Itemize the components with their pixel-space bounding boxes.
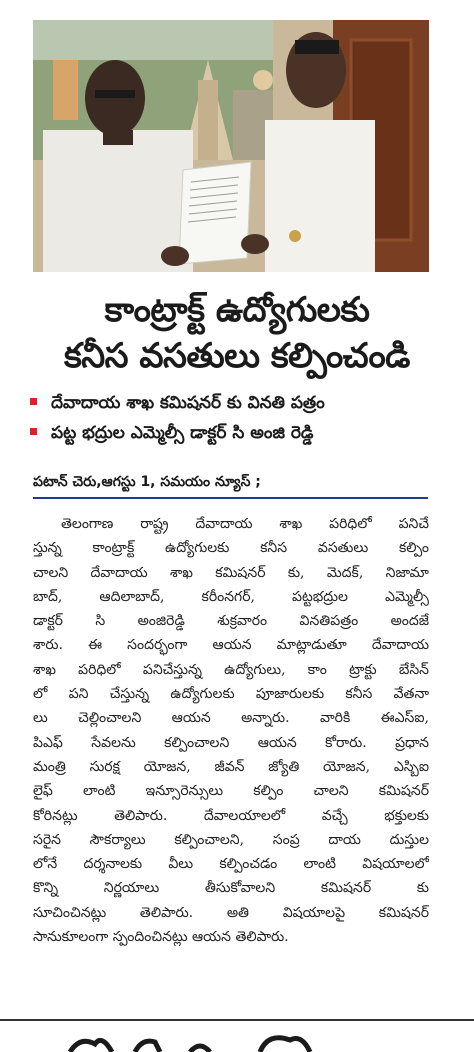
- bullet-square-icon: [30, 428, 37, 435]
- article-body: [33, 512, 429, 949]
- article-end-divider: [0, 1019, 474, 1021]
- body-line: సరైన సౌకర్యాలు కల్పించాలని, సంప్ర దాయ దుస్తుల: [33, 831, 429, 848]
- body-line: చాలని దేవాదాయ శాఖ కమిషనర్ కు, మెదక్, నిజామా: [33, 564, 429, 581]
- bullet-point: [30, 423, 314, 447]
- bullet-square-icon: [30, 398, 37, 405]
- body-line: లో పని చేస్తున్న ఉద్యోగులకు పూజారులకు కనీస వేతనా: [33, 686, 429, 703]
- body-line: బాద్, ఆదిలాబాద్, కరీంనగర్, పట్టభద్రుల ఎమ్మెల్సీ: [33, 588, 429, 605]
- body-line: శారు. ఈ సందర్భంగా ఆయన మాట్లాడుతూ దేవాదాయ: [33, 637, 429, 654]
- bullet-text: దేవాదాయ శాఖ కమిషనర్ కు వినతి పత్రం: [51, 393, 325, 413]
- body-line: మంత్రి సురక్ష యోజన, జీవన్ జ్యోతి యోజన, ఎస్బిఐ: [33, 758, 429, 775]
- body-line: పిఎఫ్ సేవలను కల్పించాలని ఆయన కోరారు. ప్రధాన: [33, 734, 429, 751]
- body-line: లైఫ్ లాంటి ఇన్సూరెన్సులు కల్పిం చాలని కమిషనర్: [33, 783, 429, 800]
- body-line: డాక్టర్ సి అంజిరెడ్డి శుక్రవారం వినతిపత్రం అందజే: [33, 613, 429, 630]
- next-article-headline-cutoff: [40, 1030, 340, 1052]
- body-line: సూచించినట్లు తెలిపారు. అతి విషయాలపై కమిషనర్: [33, 904, 429, 921]
- headline-line-1: కాంట్రాక్ట్ ఉద్యోగులకు: [104, 290, 370, 330]
- dateline: పటాన్ చెరు,ఆగస్టు 1, సమయం న్యూస్ ;: [33, 474, 261, 490]
- body-line: లు చెల్లించాలని ఆయన అన్నారు. వారికి ఈఎస్ఐ,: [33, 710, 429, 727]
- body-line: సానుకూలంగా స్పందించినట్లు ఆయన తెలిపారు.: [33, 929, 289, 946]
- body-line: లోనే దర్శనాలకు వీలు కల్పించడం లాంటి విషయాలలో: [33, 856, 429, 873]
- body-line: తెలంగాణ రాష్ట్ర దేవాదాయ శాఖ పరిధిలో పనిచే: [61, 516, 429, 532]
- section-divider: [33, 497, 428, 499]
- body-line: కోరినట్లు తెలిపారు. దేవాలయాలలో వచ్చే భక్తులకు: [33, 807, 429, 824]
- bullet-text: పట్ట భద్రుల ఎమ్మెల్సీ డాక్టర్ సి అంజి రెడ్డి: [51, 423, 314, 443]
- headline-line-2: కనీస వసతులు కల్పించండి: [64, 336, 410, 376]
- bullet-point: [30, 393, 325, 417]
- body-line: కొన్ని నిర్ణయాలు తీసుకోవాలని కమిషనర్ కు: [33, 880, 429, 897]
- body-line: స్తున్న కాంట్రాక్ట్ ఉద్యోగులకు కనీస వసతులు కల్పిం: [33, 540, 429, 557]
- body-line: శాఖ పరిధిలో పనిచేస్తున్న ఉద్యోగులు, కాం ట్రాక్టు బేసిన్: [33, 661, 429, 678]
- news-photo: [33, 20, 429, 272]
